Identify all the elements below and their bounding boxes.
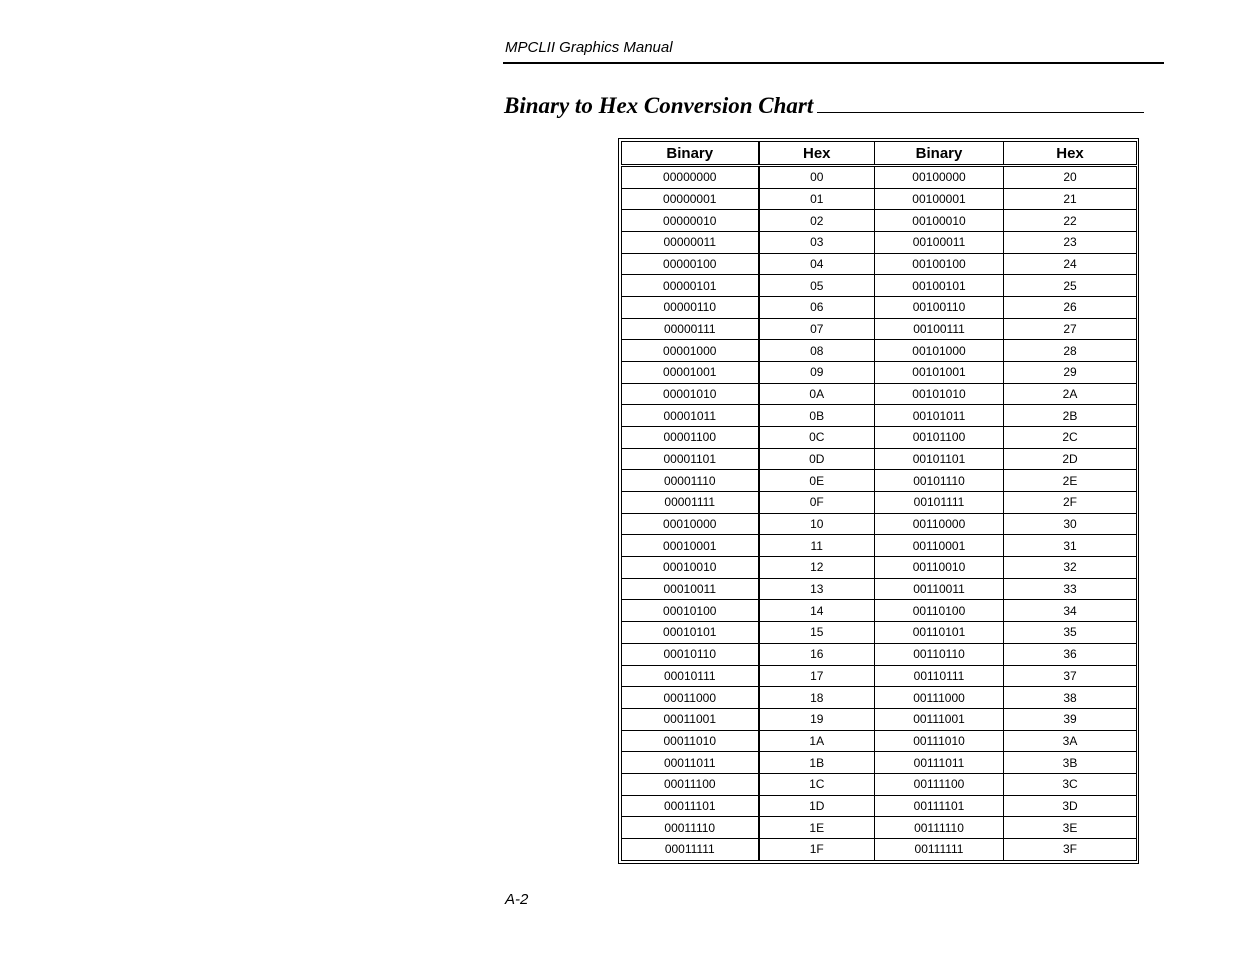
table-row [622, 600, 1137, 622]
binary-cell: 00001110 [622, 470, 759, 492]
table-row [622, 730, 1137, 752]
table-row [622, 232, 1137, 254]
hex-cell: 1A [759, 730, 875, 752]
binary-cell: 00101111 [875, 492, 1004, 514]
table-row [622, 166, 1137, 189]
hex-cell: 37 [1004, 665, 1137, 687]
binary-cell: 00000101 [622, 275, 759, 297]
table-row [622, 275, 1137, 297]
hex-cell: 3C [1004, 773, 1137, 795]
column-header: Hex [1004, 142, 1137, 166]
title-underline [817, 94, 1144, 113]
hex-cell: 31 [1004, 535, 1137, 557]
table-row [622, 708, 1137, 730]
hex-cell: 03 [759, 232, 875, 254]
hex-cell: 18 [759, 687, 875, 709]
section-title [504, 93, 1144, 119]
column-header: Binary [875, 142, 1004, 166]
hex-cell: 01 [759, 188, 875, 210]
hex-cell: 1C [759, 773, 875, 795]
hex-cell: 13 [759, 578, 875, 600]
hex-cell: 16 [759, 643, 875, 665]
binary-cell: 00100001 [875, 188, 1004, 210]
hex-cell: 0C [759, 427, 875, 449]
hex-cell: 28 [1004, 340, 1137, 362]
hex-cell: 2F [1004, 492, 1137, 514]
table-row [622, 318, 1137, 340]
table-row [622, 665, 1137, 687]
binary-cell: 00111000 [875, 687, 1004, 709]
binary-cell: 00010001 [622, 535, 759, 557]
hex-cell: 33 [1004, 578, 1137, 600]
binary-cell: 00110010 [875, 557, 1004, 579]
table-row [622, 362, 1137, 384]
column-header: Hex [759, 142, 875, 166]
binary-cell: 00100111 [875, 318, 1004, 340]
hex-cell: 12 [759, 557, 875, 579]
hex-cell: 1E [759, 817, 875, 839]
hex-cell: 39 [1004, 708, 1137, 730]
hex-cell: 27 [1004, 318, 1137, 340]
hex-cell: 3F [1004, 838, 1137, 860]
hex-cell: 32 [1004, 557, 1137, 579]
binary-cell: 00111010 [875, 730, 1004, 752]
hex-cell: 23 [1004, 232, 1137, 254]
binary-cell: 00101110 [875, 470, 1004, 492]
hex-cell: 21 [1004, 188, 1137, 210]
table-header-row [622, 142, 1137, 166]
binary-cell: 00001101 [622, 448, 759, 470]
hex-cell: 2C [1004, 427, 1137, 449]
hex-cell: 10 [759, 513, 875, 535]
binary-cell: 00010010 [622, 557, 759, 579]
hex-cell: 0E [759, 470, 875, 492]
binary-cell: 00011110 [622, 817, 759, 839]
table-row [622, 340, 1137, 362]
table-row [622, 188, 1137, 210]
binary-cell: 00001000 [622, 340, 759, 362]
hex-cell: 09 [759, 362, 875, 384]
binary-cell: 00110011 [875, 578, 1004, 600]
hex-cell: 2E [1004, 470, 1137, 492]
binary-cell: 00110000 [875, 513, 1004, 535]
hex-cell: 15 [759, 622, 875, 644]
binary-cell: 00001010 [622, 383, 759, 405]
binary-cell: 00011000 [622, 687, 759, 709]
table-row [622, 687, 1137, 709]
binary-cell: 00101011 [875, 405, 1004, 427]
binary-cell: 00110100 [875, 600, 1004, 622]
binary-cell: 00100101 [875, 275, 1004, 297]
hex-cell: 20 [1004, 166, 1137, 189]
hex-cell: 2B [1004, 405, 1137, 427]
binary-cell: 00011011 [622, 752, 759, 774]
binary-cell: 00101010 [875, 383, 1004, 405]
hex-cell: 30 [1004, 513, 1137, 535]
binary-cell: 00010101 [622, 622, 759, 644]
binary-cell: 00001011 [622, 405, 759, 427]
binary-cell: 00010100 [622, 600, 759, 622]
binary-cell: 00011111 [622, 838, 759, 860]
binary-cell: 00000111 [622, 318, 759, 340]
hex-cell: 14 [759, 600, 875, 622]
binary-cell: 00000100 [622, 253, 759, 275]
page-number: A-2 [505, 891, 529, 908]
binary-cell: 00010011 [622, 578, 759, 600]
hex-cell: 3D [1004, 795, 1137, 817]
hex-cell: 3E [1004, 817, 1137, 839]
binary-cell: 00010000 [622, 513, 759, 535]
table-row [622, 470, 1137, 492]
hex-cell: 08 [759, 340, 875, 362]
table-row [622, 817, 1137, 839]
hex-cell: 38 [1004, 687, 1137, 709]
binary-cell: 00100011 [875, 232, 1004, 254]
binary-cell: 00101100 [875, 427, 1004, 449]
binary-cell: 00000110 [622, 297, 759, 319]
table-row [622, 448, 1137, 470]
table-row [622, 773, 1137, 795]
binary-cell: 00111001 [875, 708, 1004, 730]
binary-cell: 00100000 [875, 166, 1004, 189]
binary-cell: 00010110 [622, 643, 759, 665]
hex-cell: 29 [1004, 362, 1137, 384]
table-row [622, 297, 1137, 319]
binary-cell: 00111110 [875, 817, 1004, 839]
binary-cell: 00000001 [622, 188, 759, 210]
hex-cell: 2D [1004, 448, 1137, 470]
binary-cell: 00110101 [875, 622, 1004, 644]
binary-cell: 00111111 [875, 838, 1004, 860]
hex-cell: 17 [759, 665, 875, 687]
table-row [622, 795, 1137, 817]
hex-cell: 05 [759, 275, 875, 297]
binary-cell: 00100100 [875, 253, 1004, 275]
table-row [622, 578, 1137, 600]
hex-cell: 0D [759, 448, 875, 470]
binary-cell: 00111101 [875, 795, 1004, 817]
binary-cell: 00001111 [622, 492, 759, 514]
binary-cell: 00101101 [875, 448, 1004, 470]
table-row [622, 622, 1137, 644]
table-row [622, 838, 1137, 860]
binary-cell: 00100110 [875, 297, 1004, 319]
hex-cell: 0B [759, 405, 875, 427]
hex-cell: 1B [759, 752, 875, 774]
binary-cell: 00000011 [622, 232, 759, 254]
hex-cell: 19 [759, 708, 875, 730]
hex-cell: 22 [1004, 210, 1137, 232]
header-rule [503, 62, 1164, 64]
table-row [622, 513, 1137, 535]
hex-cell: 25 [1004, 275, 1137, 297]
table-row [622, 405, 1137, 427]
hex-cell: 1F [759, 838, 875, 860]
binary-cell: 00011010 [622, 730, 759, 752]
binary-cell: 00000000 [622, 166, 759, 189]
hex-cell: 0F [759, 492, 875, 514]
hex-cell: 35 [1004, 622, 1137, 644]
running-header: MPCLII Graphics Manual [505, 39, 673, 56]
table-row [622, 253, 1137, 275]
table-row [622, 535, 1137, 557]
table-row [622, 643, 1137, 665]
binary-cell: 00110110 [875, 643, 1004, 665]
table-row [622, 427, 1137, 449]
binary-cell: 00101001 [875, 362, 1004, 384]
hex-cell: 04 [759, 253, 875, 275]
hex-cell: 3B [1004, 752, 1137, 774]
binary-cell: 00011001 [622, 708, 759, 730]
hex-cell: 36 [1004, 643, 1137, 665]
binary-cell: 00110001 [875, 535, 1004, 557]
hex-cell: 26 [1004, 297, 1137, 319]
section-title-text: Binary to Hex Conversion Chart [504, 93, 814, 118]
table-row [622, 492, 1137, 514]
hex-cell: 0A [759, 383, 875, 405]
table-body [622, 166, 1137, 861]
binary-cell: 00001001 [622, 362, 759, 384]
table-row [622, 557, 1137, 579]
binary-cell: 00101000 [875, 340, 1004, 362]
binary-cell: 00111011 [875, 752, 1004, 774]
binary-cell: 00000010 [622, 210, 759, 232]
table-row [622, 752, 1137, 774]
hex-cell: 07 [759, 318, 875, 340]
binary-cell: 00011101 [622, 795, 759, 817]
binary-cell: 00111100 [875, 773, 1004, 795]
hex-cell: 2A [1004, 383, 1137, 405]
table-row [622, 210, 1137, 232]
binary-cell: 00110111 [875, 665, 1004, 687]
binary-cell: 00100010 [875, 210, 1004, 232]
hex-cell: 24 [1004, 253, 1137, 275]
hex-cell: 3A [1004, 730, 1137, 752]
hex-cell: 34 [1004, 600, 1137, 622]
binary-cell: 00011100 [622, 773, 759, 795]
column-header: Binary [622, 142, 759, 166]
conversion-table-frame [618, 138, 1139, 864]
hex-cell: 06 [759, 297, 875, 319]
hex-cell: 02 [759, 210, 875, 232]
hex-cell: 11 [759, 535, 875, 557]
binary-hex-table [621, 141, 1137, 861]
hex-cell: 1D [759, 795, 875, 817]
hex-cell: 00 [759, 166, 875, 189]
table-row [622, 383, 1137, 405]
binary-cell: 00010111 [622, 665, 759, 687]
binary-cell: 00001100 [622, 427, 759, 449]
